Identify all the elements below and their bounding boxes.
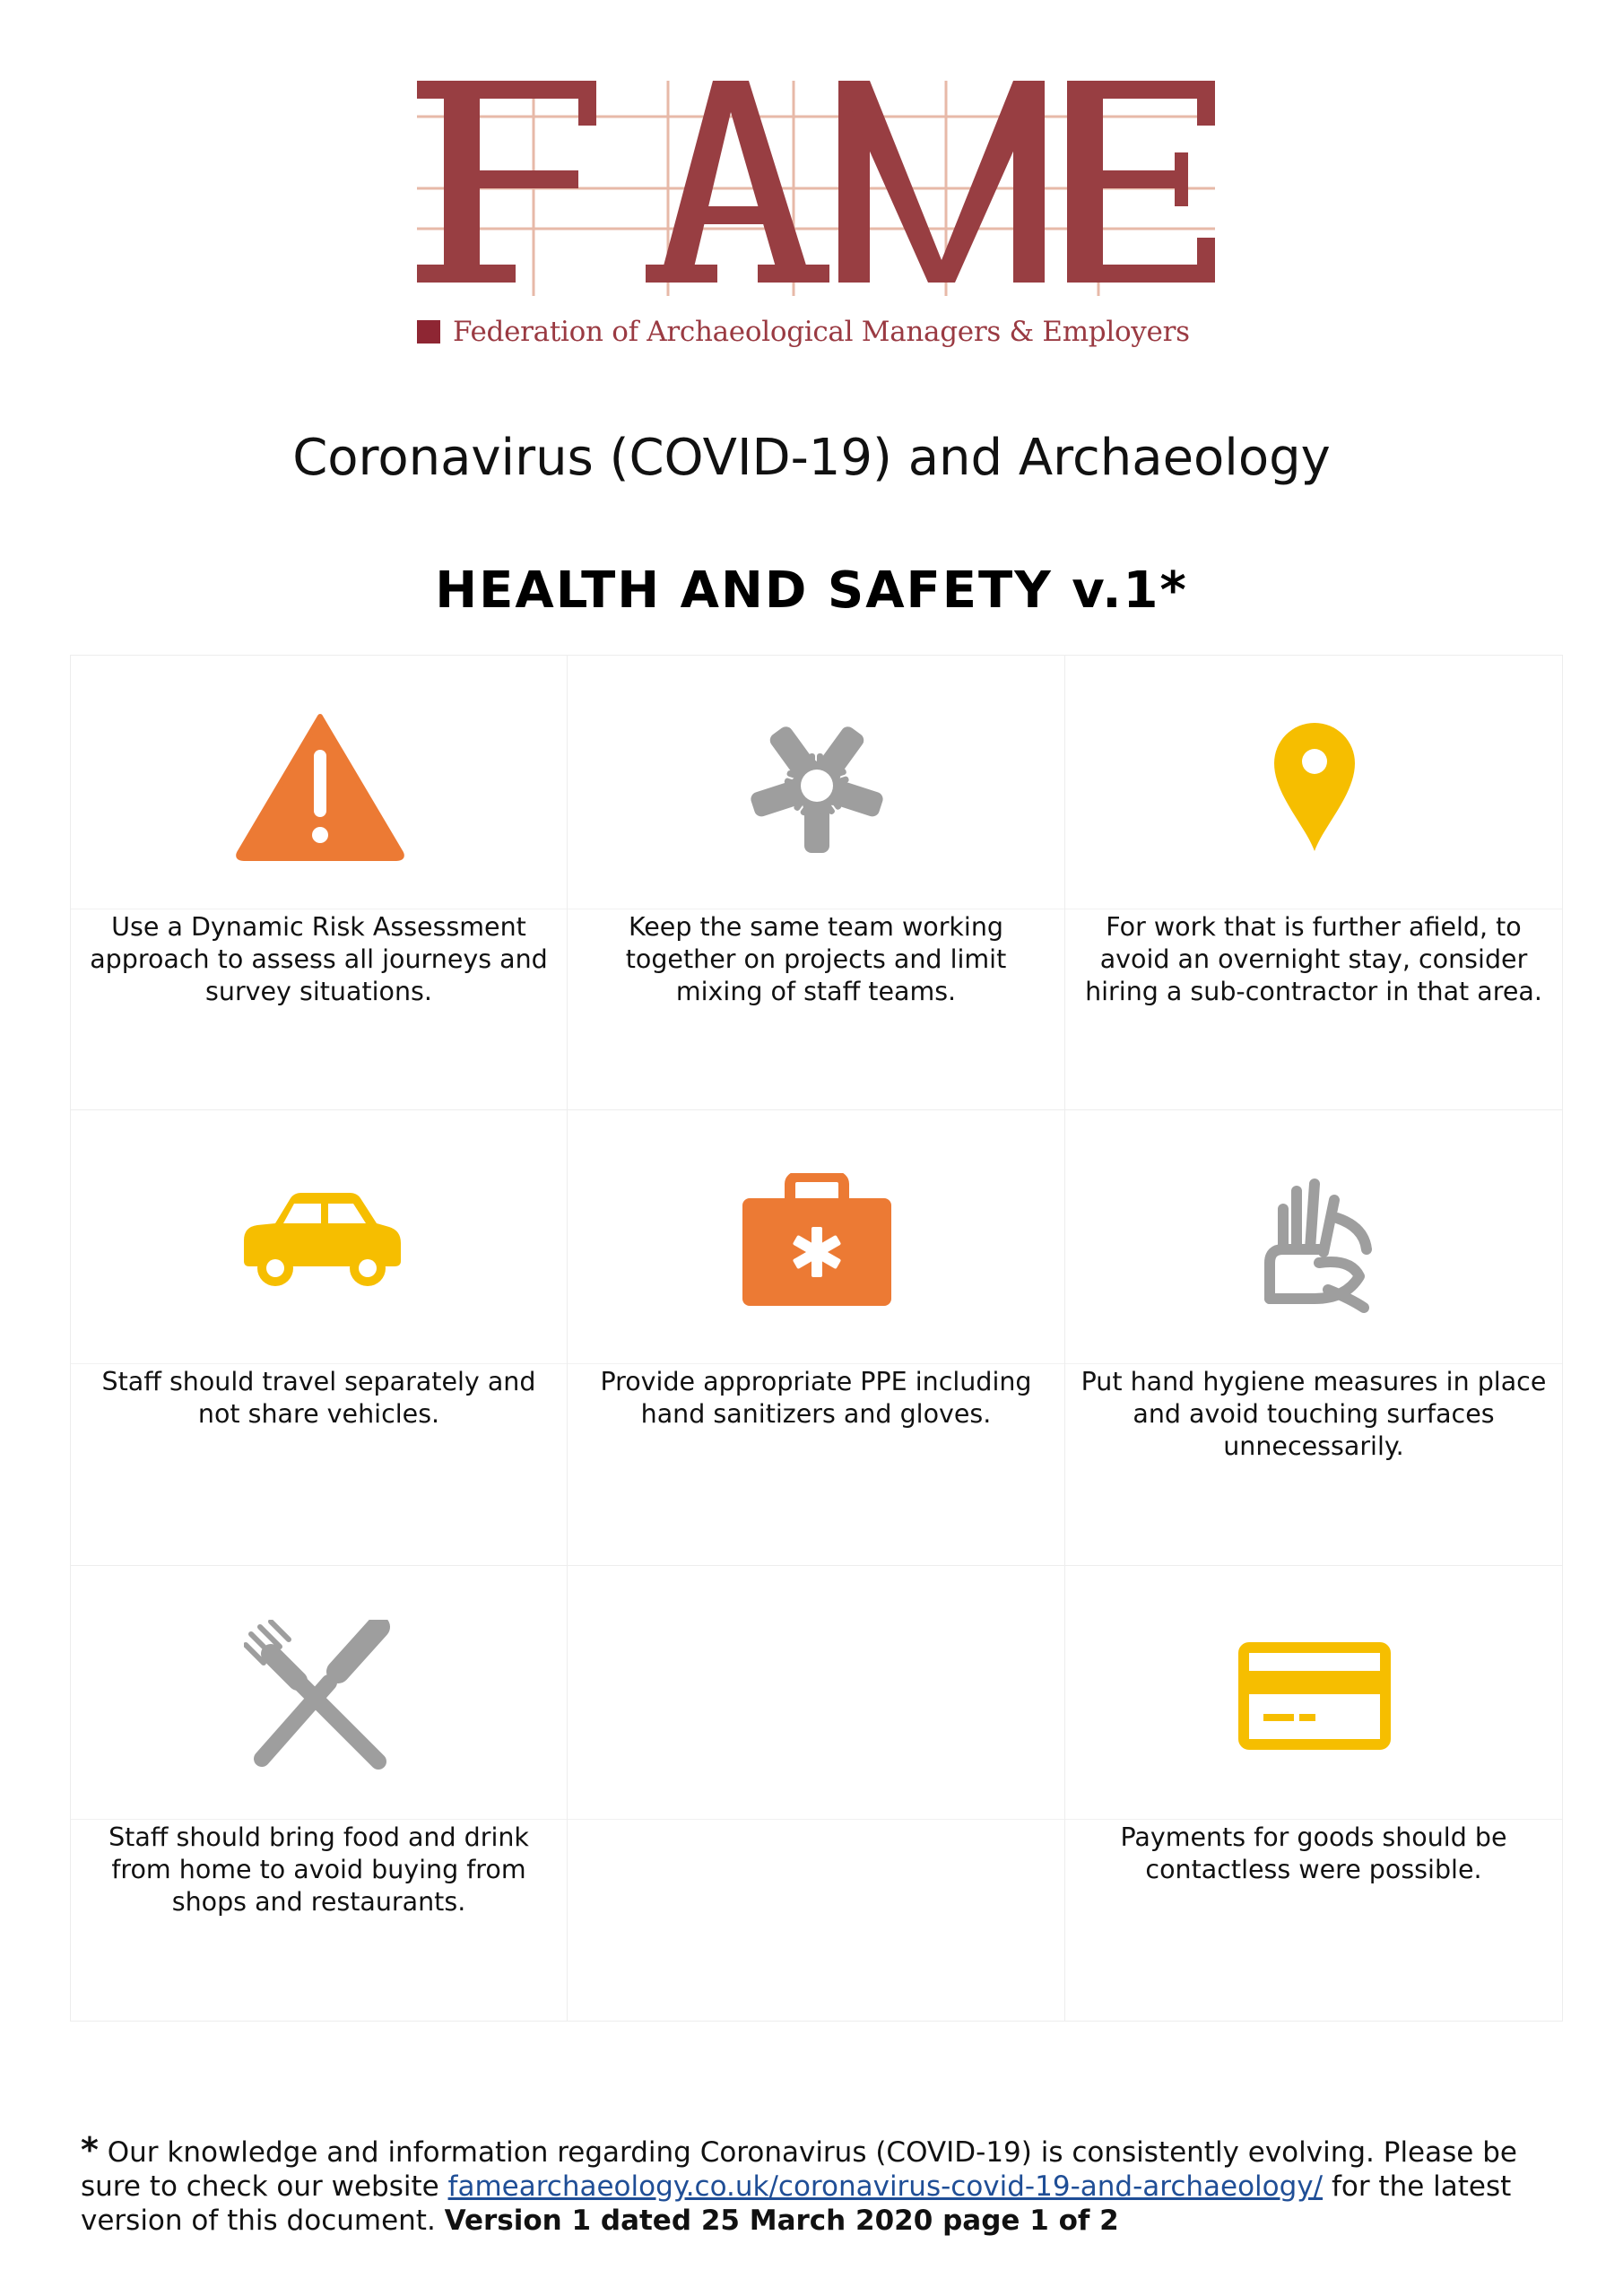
guidance-card-ppe xyxy=(568,1110,1065,1566)
location-pin-icon xyxy=(1065,691,1563,880)
fame-logo xyxy=(417,81,1215,359)
guidance-card-empty xyxy=(568,1566,1065,2022)
footnote-text: Our knowledge and information regarding Coronavirus (COVID-19) is consistently evolving. Please be sure to check our website xyxy=(81,2136,1517,2203)
website-link[interactable]: famearchaeology.co.uk/coronavirus-covid-19-and-archaeology/ xyxy=(447,2170,1324,2203)
fork-knife-icon xyxy=(71,1602,568,1790)
warning-icon xyxy=(71,691,568,880)
logo-tagline-row xyxy=(417,309,1215,354)
guidance-card-sub-contractor xyxy=(1065,655,1563,1110)
card-caption: Keep the same team working together on projects and limit mixing of staff teams. xyxy=(625,912,1007,1006)
guidance-grid xyxy=(70,655,1563,2022)
team-hands-icon xyxy=(568,691,1065,880)
guidance-card-contactless xyxy=(1065,1566,1563,2022)
fame-wordmark-logo xyxy=(417,81,1215,296)
car-icon xyxy=(71,1146,568,1335)
version-info: Version 1 dated 25 March 2020 page 1 of 2 xyxy=(444,2205,1119,2237)
guidance-card-hand-hygiene xyxy=(1065,1110,1563,1566)
logo-square-icon xyxy=(417,320,440,344)
guidance-card-travel xyxy=(70,1110,568,1566)
card-caption: Staff should bring food and drink from home to avoid buying from shops and restaurants. xyxy=(108,1822,529,1917)
footnote-text-after: for the latest version of this document. xyxy=(81,2170,1512,2237)
credit-card-icon xyxy=(1065,1602,1563,1790)
card-caption: Payments for goods should be contactless were possible. xyxy=(1120,1822,1507,1884)
document-heading: HEALTH AND SAFETY v.1* xyxy=(435,561,1188,620)
hand-hygiene-icon xyxy=(1065,1146,1563,1335)
card-caption: Use a Dynamic Risk Assessment approach to assess all journeys and survey situations. xyxy=(90,912,548,1006)
footnote xyxy=(81,2130,1560,2238)
card-caption: Put hand hygiene measures in place and avoid touching surfaces unnecessarily. xyxy=(1081,1367,1547,1461)
guidance-card-same-team xyxy=(568,655,1065,1110)
card-caption: Provide appropriate PPE including hand sanitizers and gloves. xyxy=(600,1367,1032,1429)
footnote-asterisk: * xyxy=(81,2130,99,2170)
guidance-card-food xyxy=(70,1566,568,2022)
card-caption: For work that is further afield, to avoid an overnight stay, consider hiring a sub-contractor in that area. xyxy=(1085,912,1542,1006)
guidance-card-risk-assessment xyxy=(70,655,568,1110)
logo-tagline: Federation of Archaeological Managers & Employers xyxy=(453,316,1190,348)
first-aid-kit-icon xyxy=(568,1146,1065,1335)
document-subtitle: Coronavirus (COVID-19) and Archaeology xyxy=(292,429,1331,487)
card-caption: Staff should travel separately and not share vehicles. xyxy=(101,1367,536,1429)
